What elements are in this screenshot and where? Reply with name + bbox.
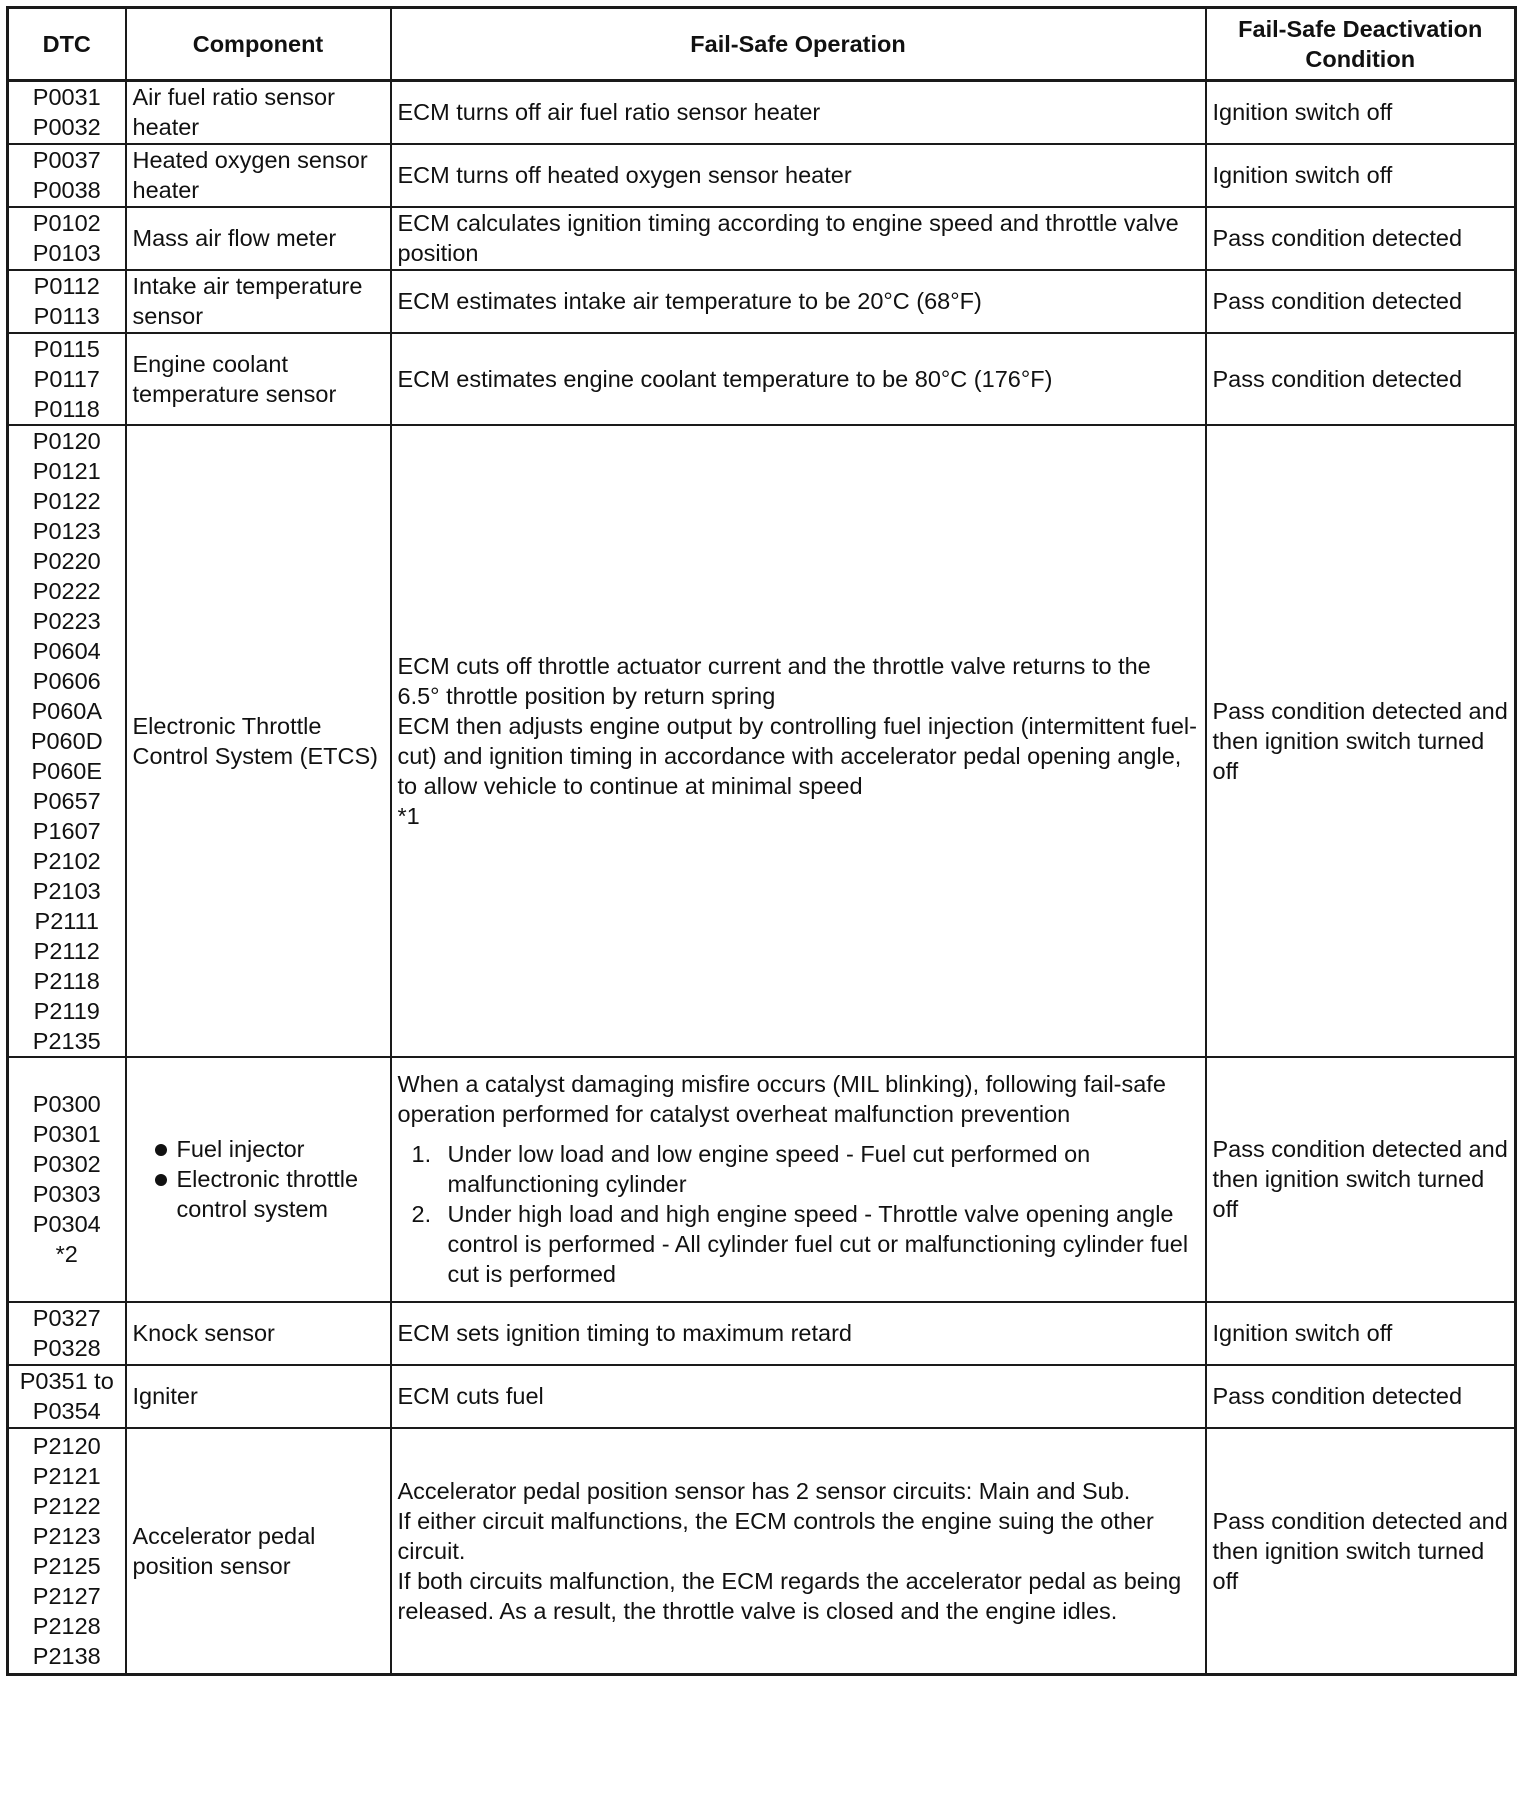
dtc-code: P0103 [32,240,101,266]
operation-text: When a catalyst damaging misfire occurs (MIL blinking), following fail-safe operation performed for catalyst overheat malfunction prevention [397,1071,1166,1127]
table-row [8,1365,1516,1428]
list-item [139,1134,384,1164]
component-cell: Knock sensor [126,1302,391,1365]
deactivation-cell: Ignition switch off [1206,81,1516,144]
table-row [8,207,1516,270]
operation-text: ECM turns off heated oxygen sensor heater [397,162,852,188]
dtc-code: P2119 [33,997,100,1024]
operation-text: ECM cuts off throttle actuator current and the throttle valve returns to the 6.5° throttle position by return spring [397,652,1151,709]
deactivation-cell: Pass condition detected and then ignition switch turned off [1206,425,1516,1057]
operation-cell [391,207,1206,270]
list-item [139,1164,384,1224]
dtc-code: P0222 [32,577,101,604]
dtc-code: P0037 [32,147,101,173]
operation-text: ECM turns off air fuel ratio sensor heater [397,99,821,126]
header-component: Component [126,8,391,81]
deactivation-cell: Pass condition detected [1206,333,1516,425]
dtc-code: P0123 [32,517,101,544]
component-cell: Heated oxygen sensor heater [126,144,391,207]
dtc-code: P2138 [32,1642,101,1669]
footnote-ref: *2 [55,1241,78,1267]
table-row [8,333,1516,425]
dtc-code: P0327 [32,1305,101,1331]
deactivation-cell: Ignition switch off [1206,144,1516,207]
bullet-icon [155,1144,167,1156]
dtc-code: P0302 [32,1151,101,1177]
dtc-cell [8,1365,126,1428]
dtc-code: P060A [31,697,103,724]
operation-text: If either circuit malfunctions, the ECM controls the engine suing the other circuit. [397,1507,1154,1564]
component-cell: Electronic Throttle Control System (ETCS) [126,425,391,1057]
operation-cell [391,1365,1206,1428]
dtc-cell [8,270,126,333]
dtc-cell [8,1057,126,1302]
deactivation-cell: Pass condition detected [1206,1365,1516,1428]
dtc-code: P2127 [32,1582,101,1609]
table-body [8,81,1516,1675]
dtc-cell [8,81,126,144]
operation-text: ECM estimates engine coolant temperature to be 80°C (176°F) [397,365,1053,392]
dtc-code: P0112 [33,273,100,299]
dtc-code: P2103 [32,877,101,904]
bullet-icon [155,1174,167,1186]
table-row [8,144,1516,207]
dtc-code: P2128 [32,1612,101,1639]
header-deactivation: Fail-Safe Deactivation Condition [1206,8,1516,81]
operation-text: Accelerator pedal position sensor has 2 sensor circuits: Main and Sub. [397,1477,1131,1504]
dtc-code: P2135 [32,1027,101,1054]
operation-cell [391,144,1206,207]
component-cell: Air fuel ratio sensor heater [126,81,391,144]
component-cell [126,1057,391,1302]
header-operation: Fail-Safe Operation [391,8,1206,81]
step-text: Under low load and low engine speed - Fuel cut performed on malfunctioning cylinder [447,1141,1091,1197]
table-row [8,1428,1516,1675]
dtc-code: P2102 [32,847,101,874]
footnote-ref: *1 [397,802,420,829]
dtc-code: P0606 [32,667,101,694]
component-cell: Mass air flow meter [126,207,391,270]
dtc-cell [8,144,126,207]
dtc-code: P0120 [32,427,101,454]
table-row [8,81,1516,144]
operation-text: ECM calculates ignition timing according to engine speed and throttle valve position [397,210,1179,266]
dtc-code: P0220 [32,547,101,574]
header-dtc: DTC [8,8,126,81]
operation-cell [391,81,1206,144]
dtc-cell [8,333,126,425]
dtc-code: P1607 [32,817,101,844]
operation-steps [398,1139,1199,1289]
dtc-code: P0032 [32,114,101,141]
dtc-cell [8,207,126,270]
dtc-code: P2121 [32,1462,101,1489]
operation-cell [391,1428,1206,1675]
dtc-code: P2112 [33,937,100,964]
dtc-code: P2111 [34,907,99,934]
dtc-code: P0354 [32,1398,101,1424]
dtc-code: P2120 [32,1432,101,1459]
component-cell: Engine coolant temperature sensor [126,333,391,425]
dtc-code: P0604 [32,637,101,664]
fail-safe-table [6,6,1517,1676]
dtc-code: P0118 [33,395,100,422]
deactivation-cell: Pass condition detected [1206,207,1516,270]
operation-cell [391,333,1206,425]
component-text: Electronic throttle control system [176,1166,359,1222]
operation-text: If both circuits malfunction, the ECM regards the accelerator pedal as being released. As a result, the throttle valve is closed and the engine idles. [397,1567,1182,1624]
operation-text: ECM sets ignition timing to maximum retard [397,1320,852,1346]
dtc-code: P0657 [32,787,101,814]
dtc-code: P0351 to [19,1368,114,1394]
step-number: 2. [411,1201,432,1227]
operation-cell [391,270,1206,333]
dtc-code: P0113 [33,303,100,329]
deactivation-cell: Pass condition detected [1206,270,1516,333]
operation-cell [391,1057,1206,1302]
table-header [8,8,1516,81]
dtc-cell [8,1302,126,1365]
deactivation-cell: Pass condition detected and then ignition switch turned off [1206,1428,1516,1675]
dtc-code: P0300 [32,1091,101,1117]
dtc-code: P0223 [32,607,101,634]
dtc-code: P0301 [32,1121,101,1147]
dtc-code: P0115 [33,335,100,362]
component-list [133,1134,384,1224]
dtc-code: P2125 [32,1552,101,1579]
dtc-code: P0328 [32,1335,101,1361]
dtc-code: P2118 [33,967,100,994]
step-text: Under high load and high engine speed - Throttle valve opening angle control is performed - All cylinder fuel cut or malfunctioning cylinder fuel cut is performed [447,1201,1189,1287]
component-cell: Igniter [126,1365,391,1428]
dtc-code: P060D [30,727,103,754]
list-item [398,1139,1199,1199]
table-row [8,1302,1516,1365]
dtc-code: P0122 [32,487,101,514]
deactivation-cell: Ignition switch off [1206,1302,1516,1365]
operation-text: ECM cuts fuel [397,1383,544,1409]
table-row [8,270,1516,333]
component-cell: Intake air temperature sensor [126,270,391,333]
step-number: 1. [411,1141,432,1167]
component-text: Fuel injector [176,1136,305,1162]
dtc-code: P060E [31,757,103,784]
operation-text: ECM estimates intake air temperature to be 20°C (68°F) [397,288,982,314]
operation-cell [391,425,1206,1057]
table-row [8,425,1516,1057]
dtc-code: P0304 [32,1211,101,1237]
dtc-code: P0031 [32,84,101,111]
dtc-code: P2122 [32,1492,101,1519]
dtc-code: P0303 [32,1181,101,1207]
dtc-cell [8,1428,126,1675]
operation-text: ECM then adjusts engine output by controlling fuel injection (intermittent fuel-cut) and ignition timing in accordance with accelerator pedal opening angle, to allow vehicle to continue at minimal speed [397,712,1197,799]
dtc-cell [8,425,126,1057]
dtc-code: P0038 [32,177,101,203]
list-item [398,1199,1199,1289]
dtc-code: P0117 [33,365,100,392]
table-row [8,1057,1516,1302]
component-cell: Accelerator pedal position sensor [126,1428,391,1675]
deactivation-cell: Pass condition detected and then ignition switch turned off [1206,1057,1516,1302]
header-row [8,8,1516,81]
operation-cell [391,1302,1206,1365]
dtc-code: P0121 [32,457,101,484]
dtc-code: P0102 [32,210,101,236]
dtc-code: P2123 [32,1522,101,1549]
